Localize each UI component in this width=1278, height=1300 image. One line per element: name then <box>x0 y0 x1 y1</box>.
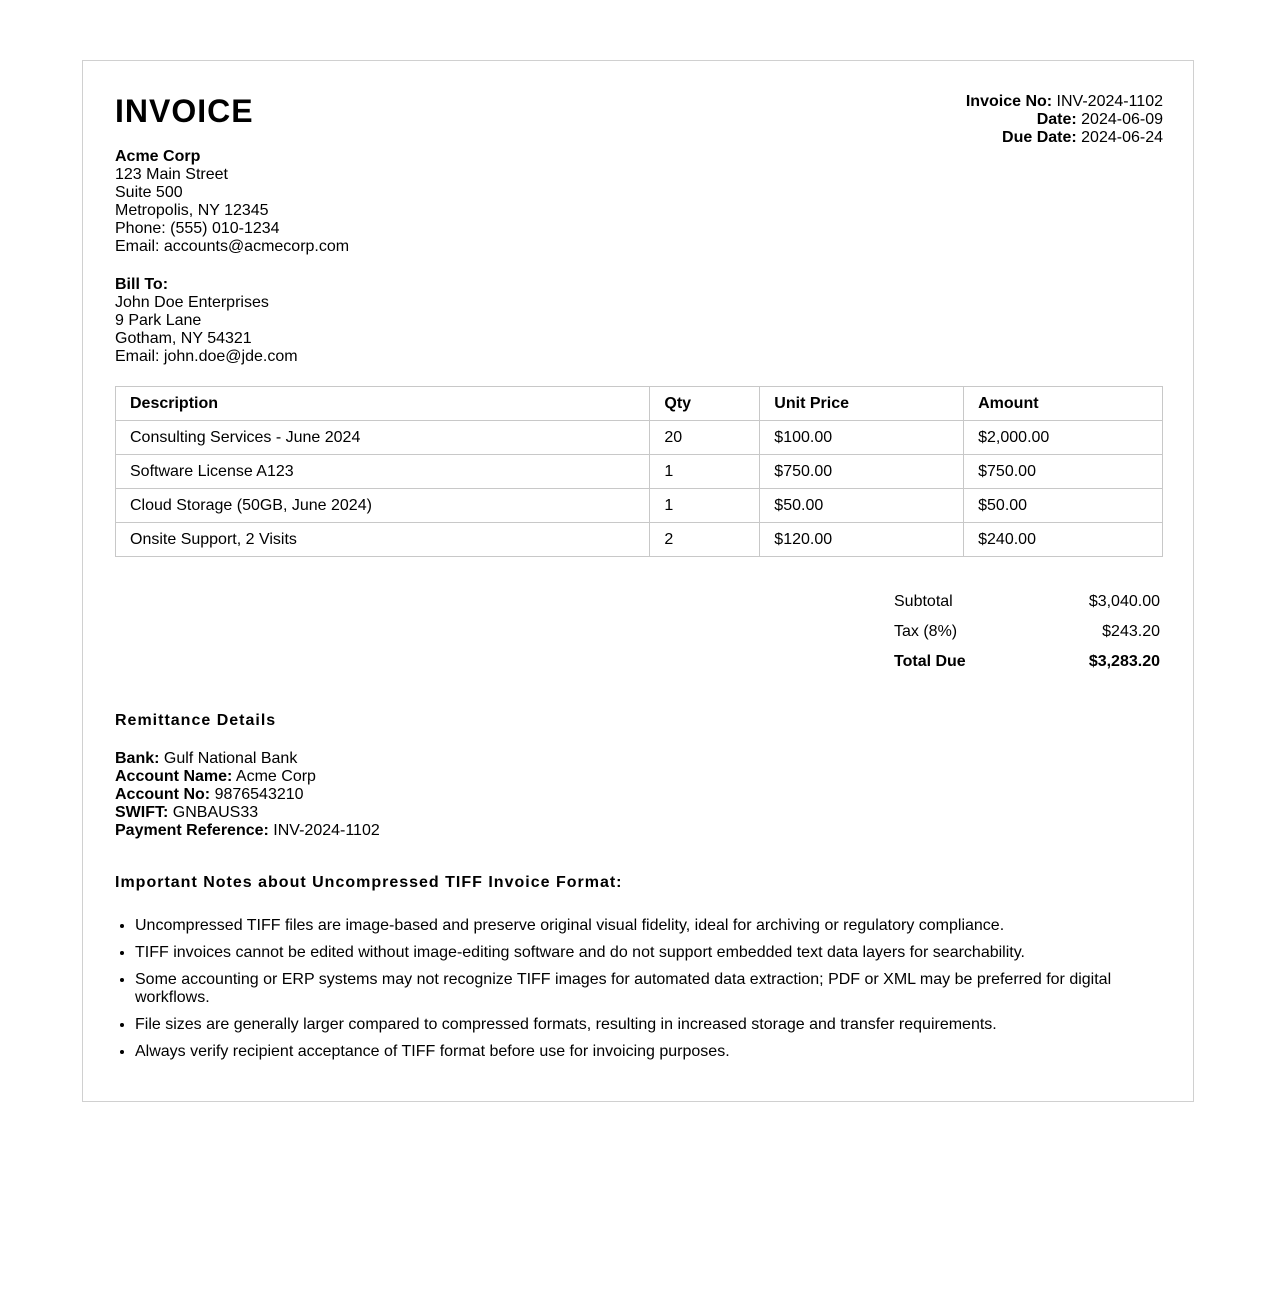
account-name-label: Account Name: <box>115 768 233 785</box>
table-row <box>116 523 1163 557</box>
subtotal-label: Subtotal <box>894 593 953 610</box>
cell-qty: 1 <box>650 489 760 523</box>
invoice-number-line <box>966 93 1163 111</box>
swift-value: GNBAUS33 <box>172 804 259 821</box>
cell-description: Onsite Support, 2 Visits <box>116 523 650 557</box>
cell-unit-price: $120.00 <box>760 523 964 557</box>
account-name-value: Acme Corp <box>235 768 316 785</box>
bill-to-name: John Doe Enterprises <box>115 294 269 311</box>
line-items-table <box>115 386 1163 557</box>
sender-address <box>115 148 349 256</box>
invoice-title: INVOICE <box>115 93 254 129</box>
account-name-line <box>115 768 380 786</box>
invoice-date-label: Date: <box>1036 111 1077 128</box>
sender-name: Acme Corp <box>115 148 201 165</box>
header-qty: Qty <box>650 387 760 421</box>
payment-reference-line <box>115 822 380 840</box>
invoice-meta <box>966 93 1163 147</box>
cell-description: Cloud Storage (50GB, June 2024) <box>116 489 650 523</box>
totals-table <box>891 587 1163 677</box>
header-amount: Amount <box>964 387 1163 421</box>
sender-address-line1: 123 Main Street <box>115 166 228 183</box>
notes-heading: Important Notes about Uncompressed TIFF Invoice Format: <box>115 874 623 891</box>
subtotal-value: $3,040.00 <box>1088 593 1160 610</box>
bill-to-address-line1: 9 Park Lane <box>115 312 202 329</box>
cell-unit-price: $100.00 <box>760 421 964 455</box>
total-due-row <box>891 647 1163 677</box>
cell-unit-price: $750.00 <box>760 455 964 489</box>
cell-amount: $2,000.00 <box>964 421 1163 455</box>
invoice-page <box>82 60 1194 1102</box>
notes-list <box>115 917 1135 1070</box>
bank-label: Bank: <box>115 750 160 767</box>
payment-reference-value: INV-2024-1102 <box>273 822 380 839</box>
list-item: • Always verify recipient acceptance of TIFF format before use for invoicing purposes. <box>135 1043 1135 1061</box>
list-item: • File sizes are generally larger compared to compressed formats, resulting in increased storage and transfer requirements. <box>135 1016 1135 1034</box>
cell-qty: 2 <box>650 523 760 557</box>
total-due-label: Total Due <box>894 653 966 670</box>
sender-email: Email: accounts@acmecorp.com <box>115 238 350 255</box>
total-due-value: $3,283.20 <box>1088 653 1160 670</box>
bank-line <box>115 750 380 768</box>
tax-row <box>891 617 1163 647</box>
invoice-due-date: 2024-06-24 <box>1081 129 1163 146</box>
sender-address-line2: Suite 500 <box>115 184 183 201</box>
swift-line <box>115 804 380 822</box>
header-description: Description <box>116 387 650 421</box>
table-row <box>116 489 1163 523</box>
cell-amount: $750.00 <box>964 455 1163 489</box>
cell-unit-price: $50.00 <box>760 489 964 523</box>
bill-to-city: Gotham, NY 54321 <box>115 330 252 347</box>
invoice-date-line <box>966 111 1163 129</box>
account-no-value: 9876543210 <box>214 786 304 803</box>
account-no-line <box>115 786 380 804</box>
list-item: • TIFF invoices cannot be edited without image-editing software and do not support embedded text data layers for searchability. <box>135 944 1135 962</box>
sender-phone: Phone: (555) 010-1234 <box>115 220 280 237</box>
bill-to-address <box>115 276 298 366</box>
cell-qty: 20 <box>650 421 760 455</box>
swift-label: SWIFT: <box>115 804 169 821</box>
subtotal-row <box>891 587 1163 617</box>
invoice-number-label: Invoice No: <box>965 93 1053 110</box>
tax-label: Tax (8%) <box>894 623 958 640</box>
header-unit-price: Unit Price <box>760 387 964 421</box>
bank-value: Gulf National Bank <box>163 750 298 767</box>
cell-amount: $50.00 <box>964 489 1163 523</box>
cell-amount: $240.00 <box>964 523 1163 557</box>
bill-to-email: Email: john.doe@jde.com <box>115 348 298 365</box>
cell-qty: 1 <box>650 455 760 489</box>
table-row <box>116 455 1163 489</box>
invoice-number: INV-2024-1102 <box>1056 93 1163 110</box>
list-item: • Some accounting or ERP systems may not recognize TIFF images for automated data extraction; PDF or XML may be preferred for digital workflows. <box>135 971 1135 1007</box>
cell-description: Software License A123 <box>116 455 650 489</box>
sender-city: Metropolis, NY 12345 <box>115 202 269 219</box>
invoice-date: 2024-06-09 <box>1081 111 1163 128</box>
table-row <box>116 421 1163 455</box>
payment-reference-label: Payment Reference: <box>115 822 269 839</box>
table-header-row <box>116 387 1163 421</box>
cell-description: Consulting Services - June 2024 <box>116 421 650 455</box>
tax-value: $243.20 <box>1102 623 1160 640</box>
invoice-due-line <box>966 129 1163 147</box>
remittance-details <box>115 750 380 840</box>
invoice-due-label: Due Date: <box>1002 129 1077 146</box>
list-item: • Uncompressed TIFF files are image-based and preserve original visual fidelity, ideal for archiving or regulatory compliance. <box>135 917 1135 935</box>
remittance-heading: Remittance Details <box>115 712 277 729</box>
account-no-label: Account No: <box>115 786 211 803</box>
bill-to-label: Bill To: <box>115 276 169 293</box>
